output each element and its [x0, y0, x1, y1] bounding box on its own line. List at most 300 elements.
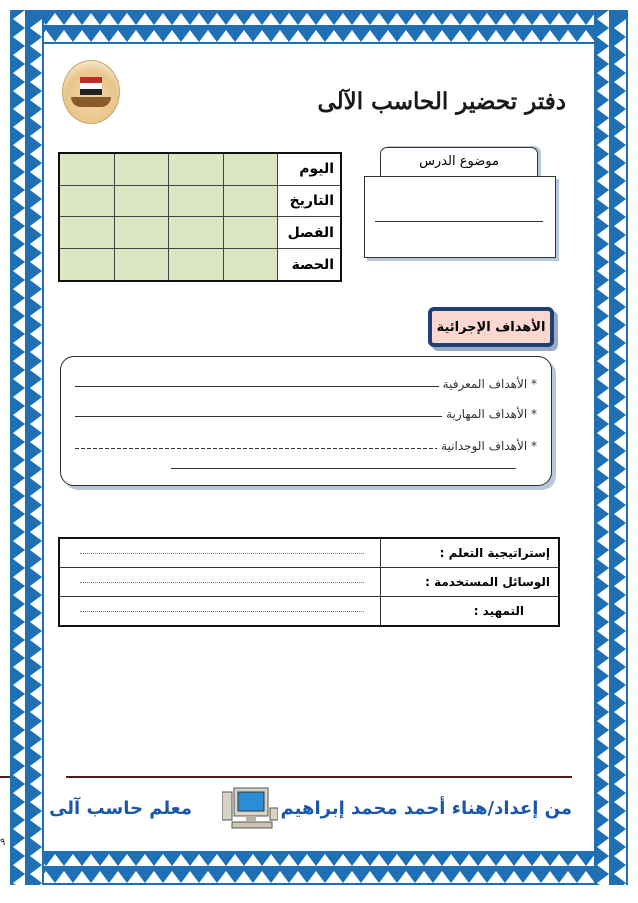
border-triangle — [614, 487, 626, 505]
border-triangle — [30, 577, 42, 595]
footer-rule-edge — [0, 776, 10, 778]
schedule-cell[interactable] — [114, 249, 169, 281]
border-triangle — [478, 854, 496, 866]
border-triangle — [280, 13, 298, 25]
border-left — [10, 10, 44, 885]
goal-affective-line — [75, 448, 437, 449]
border-triangle — [614, 217, 626, 235]
border-triangle — [181, 871, 199, 883]
border-triangle — [13, 550, 25, 568]
border-triangle — [30, 793, 42, 811]
border-triangle — [30, 883, 42, 885]
schedule-cell[interactable] — [59, 217, 114, 249]
border-triangle — [597, 856, 609, 874]
border-triangle — [13, 262, 25, 280]
border-triangle — [505, 30, 523, 42]
border-triangle — [13, 784, 25, 802]
border-triangle — [55, 871, 73, 883]
border-triangle — [614, 829, 626, 847]
info-table — [58, 537, 560, 627]
border-triangle — [30, 307, 42, 325]
border-triangle — [13, 874, 25, 885]
border-triangle — [614, 811, 626, 829]
border-triangle — [30, 181, 42, 199]
border-triangle — [614, 865, 626, 883]
border-triangle — [190, 854, 208, 866]
border-triangle — [614, 181, 626, 199]
border-triangle — [13, 640, 25, 658]
border-triangle — [46, 854, 64, 866]
border-triangle — [597, 784, 609, 802]
border-triangle — [82, 854, 100, 866]
goal-skill-line — [75, 416, 442, 417]
border-triangle — [30, 811, 42, 829]
border-triangle — [597, 298, 609, 316]
border-triangle — [30, 649, 42, 667]
border-triangle — [597, 226, 609, 244]
border-triangle — [73, 871, 91, 883]
border-triangle — [13, 208, 25, 226]
border-triangle — [523, 871, 541, 883]
border-triangle — [614, 541, 626, 559]
border-triangle — [597, 262, 609, 280]
border-triangle — [91, 871, 109, 883]
border-triangle — [614, 163, 626, 181]
border-triangle — [13, 316, 25, 334]
border-triangle — [597, 838, 609, 856]
border-triangle — [30, 739, 42, 757]
schedule-cell[interactable] — [169, 185, 224, 217]
border-triangle — [13, 172, 25, 190]
strategy-value[interactable] — [59, 538, 381, 568]
page-title: دفتر تحضير الحاسب الآلى — [317, 88, 566, 115]
border-triangle — [154, 13, 172, 25]
border-triangle — [316, 854, 334, 866]
border-triangle — [30, 667, 42, 685]
border-triangle — [181, 30, 199, 42]
border-triangle — [109, 871, 127, 883]
border-triangle — [30, 379, 42, 397]
border-triangle — [253, 871, 271, 883]
strategy-label: إستراتيجية التعلم : — [381, 538, 560, 568]
border-triangle — [343, 871, 361, 883]
table-row — [59, 217, 341, 249]
table-row — [59, 249, 341, 281]
footer-author: من إعداد/هناء أحمد محمد إبراهيم — [280, 798, 572, 819]
border-triangle — [298, 854, 316, 866]
border-triangle — [30, 505, 42, 523]
intro-label: التمهيد : — [381, 596, 560, 626]
border-triangle — [614, 667, 626, 685]
border-triangle — [406, 854, 424, 866]
border-triangle — [289, 30, 307, 42]
border-triangle — [442, 13, 460, 25]
border-triangle — [597, 388, 609, 406]
border-triangle — [614, 235, 626, 253]
border-triangle — [13, 694, 25, 712]
border-triangle — [208, 13, 226, 25]
border-triangle — [614, 649, 626, 667]
border-triangle — [30, 559, 42, 577]
border-triangle — [370, 854, 388, 866]
border-triangle — [13, 658, 25, 676]
topic-underline — [375, 221, 543, 222]
border-triangle — [100, 854, 118, 866]
border-triangle — [597, 244, 609, 262]
schedule-cell[interactable] — [223, 217, 278, 249]
border-triangle — [597, 532, 609, 550]
border-triangle — [469, 30, 487, 42]
border-triangle — [118, 854, 136, 866]
dotted-line — [80, 582, 364, 583]
tools-value[interactable] — [59, 568, 381, 597]
border-triangle — [13, 244, 25, 262]
border-triangle — [597, 766, 609, 784]
border-triangle — [163, 871, 181, 883]
border-triangle — [379, 871, 397, 883]
border-triangle — [614, 379, 626, 397]
footer-rule — [66, 776, 572, 778]
border-triangle — [597, 28, 609, 46]
schedule-cell[interactable] — [114, 185, 169, 217]
border-triangle — [597, 730, 609, 748]
border-triangle — [235, 871, 253, 883]
border-triangle — [614, 505, 626, 523]
border-triangle — [13, 496, 25, 514]
topic-label: موضوع الدرس — [380, 147, 538, 177]
border-triangle — [597, 370, 609, 388]
border-triangle — [30, 127, 42, 145]
border-triangle — [30, 271, 42, 289]
border-triangle — [136, 854, 154, 866]
goal-affective[interactable] — [75, 433, 537, 453]
border-triangle — [109, 30, 127, 42]
border-triangle — [334, 854, 352, 866]
border-triangle — [199, 871, 217, 883]
border-triangle — [388, 854, 406, 866]
border-triangle — [30, 847, 42, 865]
border-triangle — [262, 13, 280, 25]
border-triangle — [13, 136, 25, 154]
schedule-cell[interactable] — [169, 217, 224, 249]
triangle-pattern — [594, 10, 628, 885]
border-triangle — [597, 604, 609, 622]
border-triangle — [514, 13, 532, 25]
border-triangle — [30, 487, 42, 505]
tools-label: الوسائل المستخدمة : — [381, 568, 560, 597]
border-triangle — [262, 854, 280, 866]
border-triangle — [597, 136, 609, 154]
schedule-label-period: الحصة — [278, 249, 341, 281]
border-triangle — [614, 343, 626, 361]
goal-cognitive-line — [75, 386, 439, 387]
schedule-cell[interactable] — [223, 249, 278, 281]
goals-section-label: الأهداف الإجرائية — [428, 307, 554, 347]
border-triangle — [226, 854, 244, 866]
border-triangle — [13, 748, 25, 766]
border-triangle — [597, 622, 609, 640]
border-triangle — [30, 235, 42, 253]
border-triangle — [433, 30, 451, 42]
border-triangle — [577, 871, 595, 883]
border-triangle — [614, 415, 626, 433]
border-triangle — [487, 871, 505, 883]
border-triangle — [523, 30, 541, 42]
border-triangle — [280, 854, 298, 866]
border-triangle — [64, 13, 82, 25]
border-triangle — [597, 496, 609, 514]
border-triangle — [145, 871, 163, 883]
border-triangle — [597, 10, 609, 28]
border-triangle — [614, 37, 626, 55]
border-triangle — [13, 604, 25, 622]
border-triangle — [487, 30, 505, 42]
border-triangle — [614, 523, 626, 541]
border-triangle — [614, 595, 626, 613]
border-triangle — [597, 478, 609, 496]
border-triangle — [597, 208, 609, 226]
border-triangle — [424, 13, 442, 25]
border-triangle — [13, 568, 25, 586]
border-triangle — [597, 460, 609, 478]
border-triangle — [30, 433, 42, 451]
border-triangle — [13, 28, 25, 46]
border-triangle — [30, 361, 42, 379]
triangle-pattern — [10, 10, 44, 885]
border-bottom — [10, 851, 628, 885]
border-triangle — [597, 586, 609, 604]
goal-cognitive[interactable] — [75, 371, 537, 391]
border-triangle — [30, 55, 42, 73]
border-triangle — [568, 13, 586, 25]
border-triangle — [460, 854, 478, 866]
border-triangle — [30, 343, 42, 361]
border-triangle — [597, 550, 609, 568]
border-triangle — [13, 370, 25, 388]
border-triangle — [253, 30, 271, 42]
border-triangle — [172, 13, 190, 25]
border-triangle — [614, 775, 626, 793]
border-triangle — [30, 73, 42, 91]
border-triangle — [30, 289, 42, 307]
border-triangle — [13, 154, 25, 172]
border-triangle — [208, 854, 226, 866]
schedule-label-date: التاريخ — [278, 185, 341, 217]
border-triangle — [597, 712, 609, 730]
border-triangle — [13, 712, 25, 730]
border-triangle — [597, 316, 609, 334]
topic-box[interactable] — [364, 176, 556, 258]
border-triangle — [614, 721, 626, 739]
border-triangle — [172, 854, 190, 866]
border-triangle — [91, 30, 109, 42]
border-triangle — [614, 631, 626, 649]
border-triangle — [13, 460, 25, 478]
border-triangle — [13, 118, 25, 136]
border-triangle — [614, 397, 626, 415]
schedule-cell[interactable] — [223, 153, 278, 185]
border-triangle — [13, 586, 25, 604]
goal-cognitive-label: * الأهداف المعرفية — [442, 377, 537, 391]
schedule-cell[interactable] — [169, 249, 224, 281]
border-triangle — [614, 127, 626, 145]
border-triangle — [614, 109, 626, 127]
border-triangle — [614, 199, 626, 217]
border-triangle — [614, 793, 626, 811]
triangle-pattern — [10, 10, 628, 44]
border-triangle — [397, 871, 415, 883]
border-right — [594, 10, 628, 885]
border-triangle — [271, 871, 289, 883]
triangle-pattern — [10, 851, 628, 885]
border-triangle — [217, 871, 235, 883]
border-triangle — [614, 613, 626, 631]
border-triangle — [597, 100, 609, 118]
border-triangle — [352, 13, 370, 25]
border-triangle — [532, 854, 550, 866]
border-triangle — [30, 415, 42, 433]
border-triangle — [118, 13, 136, 25]
border-triangle — [13, 352, 25, 370]
border-triangle — [30, 109, 42, 127]
border-triangle — [614, 703, 626, 721]
border-triangle — [235, 30, 253, 42]
border-triangle — [388, 13, 406, 25]
border-triangle — [496, 13, 514, 25]
border-triangle — [361, 30, 379, 42]
border-triangle — [13, 838, 25, 856]
border-triangle — [30, 253, 42, 271]
border-triangle — [334, 13, 352, 25]
border-triangle — [13, 730, 25, 748]
table-row — [59, 538, 559, 568]
border-triangle — [190, 13, 208, 25]
table-row — [59, 568, 559, 597]
border-triangle — [30, 685, 42, 703]
border-triangle — [597, 820, 609, 838]
border-triangle — [13, 532, 25, 550]
border-triangle — [478, 13, 496, 25]
border-triangle — [30, 721, 42, 739]
border-triangle — [13, 226, 25, 244]
border-triangle — [30, 19, 42, 37]
border-triangle — [597, 46, 609, 64]
border-triangle — [597, 568, 609, 586]
dotted-line — [80, 611, 364, 612]
border-triangle — [614, 91, 626, 109]
border-triangle — [397, 30, 415, 42]
goals-box — [60, 356, 552, 486]
schedule-cell[interactable] — [169, 153, 224, 185]
border-triangle — [550, 13, 568, 25]
border-triangle — [597, 154, 609, 172]
border-triangle — [100, 13, 118, 25]
intro-value[interactable] — [59, 596, 381, 626]
border-triangle — [614, 883, 626, 885]
border-triangle — [370, 13, 388, 25]
schedule-cell[interactable] — [59, 153, 114, 185]
border-triangle — [460, 13, 478, 25]
border-triangle — [298, 13, 316, 25]
border-triangle — [597, 406, 609, 424]
border-triangle — [30, 631, 42, 649]
border-triangle — [64, 854, 82, 866]
border-triangle — [352, 854, 370, 866]
border-triangle — [614, 361, 626, 379]
schedule-cell[interactable] — [114, 217, 169, 249]
border-triangle — [154, 854, 172, 866]
border-triangle — [307, 30, 325, 42]
border-triangle — [13, 46, 25, 64]
border-triangle — [469, 871, 487, 883]
border-triangle — [451, 30, 469, 42]
border-triangle — [13, 442, 25, 460]
border-triangle — [442, 854, 460, 866]
page-number: ٩ — [0, 837, 6, 848]
border-triangle — [199, 30, 217, 42]
border-triangle — [30, 163, 42, 181]
border-triangle — [13, 478, 25, 496]
border-triangle — [55, 30, 73, 42]
border-triangle — [614, 433, 626, 451]
border-triangle — [13, 514, 25, 532]
goal-affective-label: * الأهداف الوجدانية — [441, 439, 537, 453]
logo-ground — [71, 97, 111, 107]
computer-icon — [222, 786, 278, 830]
border-triangle — [30, 217, 42, 235]
border-triangle — [145, 30, 163, 42]
schedule-cell[interactable] — [59, 185, 114, 217]
border-triangle — [505, 871, 523, 883]
border-triangle — [13, 622, 25, 640]
border-triangle — [30, 199, 42, 217]
border-triangle — [30, 757, 42, 775]
table-row — [59, 153, 341, 185]
border-triangle — [13, 802, 25, 820]
border-triangle — [289, 871, 307, 883]
dotted-line — [80, 553, 364, 554]
border-triangle — [415, 871, 433, 883]
border-triangle — [597, 280, 609, 298]
border-triangle — [82, 13, 100, 25]
border-triangle — [30, 91, 42, 109]
border-triangle — [614, 145, 626, 163]
border-triangle — [614, 307, 626, 325]
border-triangle — [577, 30, 595, 42]
border-triangle — [614, 55, 626, 73]
border-triangle — [532, 13, 550, 25]
border-triangle — [597, 874, 609, 885]
footer-role: معلم حاسب آلى — [49, 798, 192, 819]
border-triangle — [379, 30, 397, 42]
border-triangle — [597, 658, 609, 676]
goal-skill[interactable] — [75, 401, 537, 421]
border-triangle — [13, 334, 25, 352]
schedule-cell[interactable] — [223, 185, 278, 217]
border-triangle — [13, 64, 25, 82]
schedule-label-class: الفصل — [278, 217, 341, 249]
border-triangle — [13, 676, 25, 694]
border-triangle — [325, 30, 343, 42]
border-triangle — [226, 13, 244, 25]
schedule-cell[interactable] — [59, 249, 114, 281]
schedule-cell[interactable] — [114, 153, 169, 185]
border-triangle — [127, 30, 145, 42]
border-triangle — [614, 271, 626, 289]
schedule-label-day: اليوم — [278, 153, 341, 185]
border-triangle — [614, 451, 626, 469]
border-triangle — [244, 854, 262, 866]
